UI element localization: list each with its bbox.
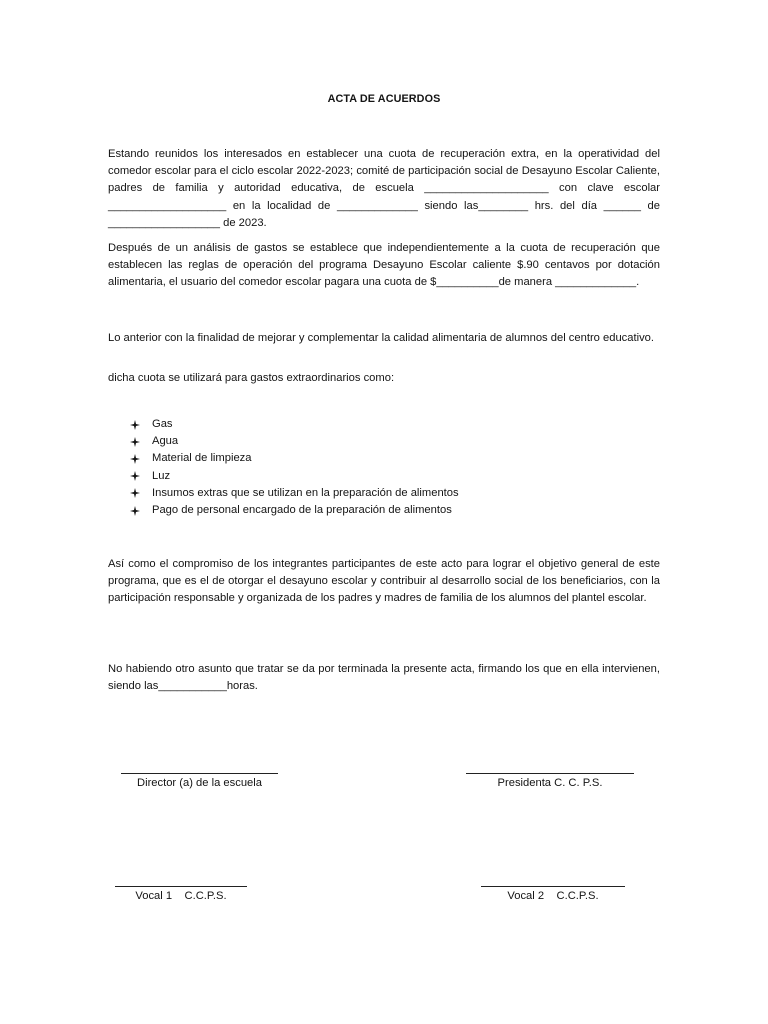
list-item-label: Luz: [152, 469, 171, 482]
signature-label: Presidenta C. C. P.S.: [497, 777, 603, 789]
signature-line: [115, 886, 247, 887]
list-item-label: Material de limpieza: [152, 452, 252, 465]
diamond-bullet-icon: [130, 454, 152, 464]
diamond-bullet-icon: [130, 471, 152, 481]
list-item-label: Insumos extras que se utilizan en la preparación de alimentos: [152, 486, 459, 499]
signature-line: [466, 773, 634, 774]
signature-line: [121, 773, 278, 774]
list-item: [130, 468, 459, 485]
signature-vocal-2: [481, 886, 625, 902]
list-item-label: Agua: [152, 435, 179, 448]
signature-label: Vocal 2 C.C.P.S.: [507, 890, 599, 902]
diamond-bullet-icon: [130, 488, 152, 498]
list-item-label: Gas: [152, 418, 173, 430]
expenses-intro: dicha cuota se utilizará para gastos extraordinarios como:: [108, 372, 395, 384]
signature-line: [481, 886, 625, 887]
list-item-label: Pago de personal encargado de la preparación de alimentos: [152, 504, 452, 517]
signature-director: [121, 773, 278, 789]
document-title: ACTA DE ACUERDOS: [327, 93, 441, 105]
commitment-paragraph: Así como el compromiso de los integrantes participantes de este acto para lograr el objetivo general de este programa, que es el de otorgar el desayuno escolar y contribuir al desarrollo social de los beneficiarios, con la participación responsable y organizada de los padres y madres de familia de los alumnos del plantel escolar.: [108, 558, 660, 605]
expenses-list: [130, 416, 459, 519]
signature-vocal-1: [115, 886, 247, 902]
list-item: [130, 416, 459, 433]
diamond-bullet-icon: [130, 420, 152, 430]
list-item: [130, 433, 459, 450]
list-item: [130, 502, 459, 519]
signature-label: Vocal 1 C.C.P.S.: [135, 890, 227, 902]
signature-label: Director (a) de la escuela: [137, 777, 262, 789]
diamond-bullet-icon: [130, 437, 152, 447]
list-item: [130, 485, 459, 502]
purpose-paragraph: Lo anterior con la finalidad de mejorar y complementar la calidad alimentaria de alumnos del centro educativo.: [108, 332, 655, 344]
closing-paragraph: No habiendo otro asunto que tratar se da por terminada la presente acta, firmando los que en ella intervienen, siendo las___________horas.: [108, 663, 660, 693]
list-item: [130, 450, 459, 467]
intro-paragraph: Estando reunidos los interesados en establecer una cuota de recuperación extra, en la operatividad del comedor escolar para el ciclo escolar 2022-2023; comité de participación social de Desayuno Escolar Caliente, padres de familia y autoridad educativa, de escuela ____________________ con clave escolar ___________________ en la localidad de _____________ siendo las________ hrs. del día ______ de __________________ de 2023.: [108, 148, 660, 229]
diamond-bullet-icon: [130, 506, 152, 516]
signature-presidenta: [466, 773, 634, 789]
fee-paragraph: Después de un análisis de gastos se establece que independientemente a la cuota de recuperación que establecen las reglas de operación del programa Desayuno Escolar caliente $.90 centavos por dotación alimentaria, el usuario del comedor escolar pagara una cuota de $__________de manera _____________.: [108, 242, 660, 289]
